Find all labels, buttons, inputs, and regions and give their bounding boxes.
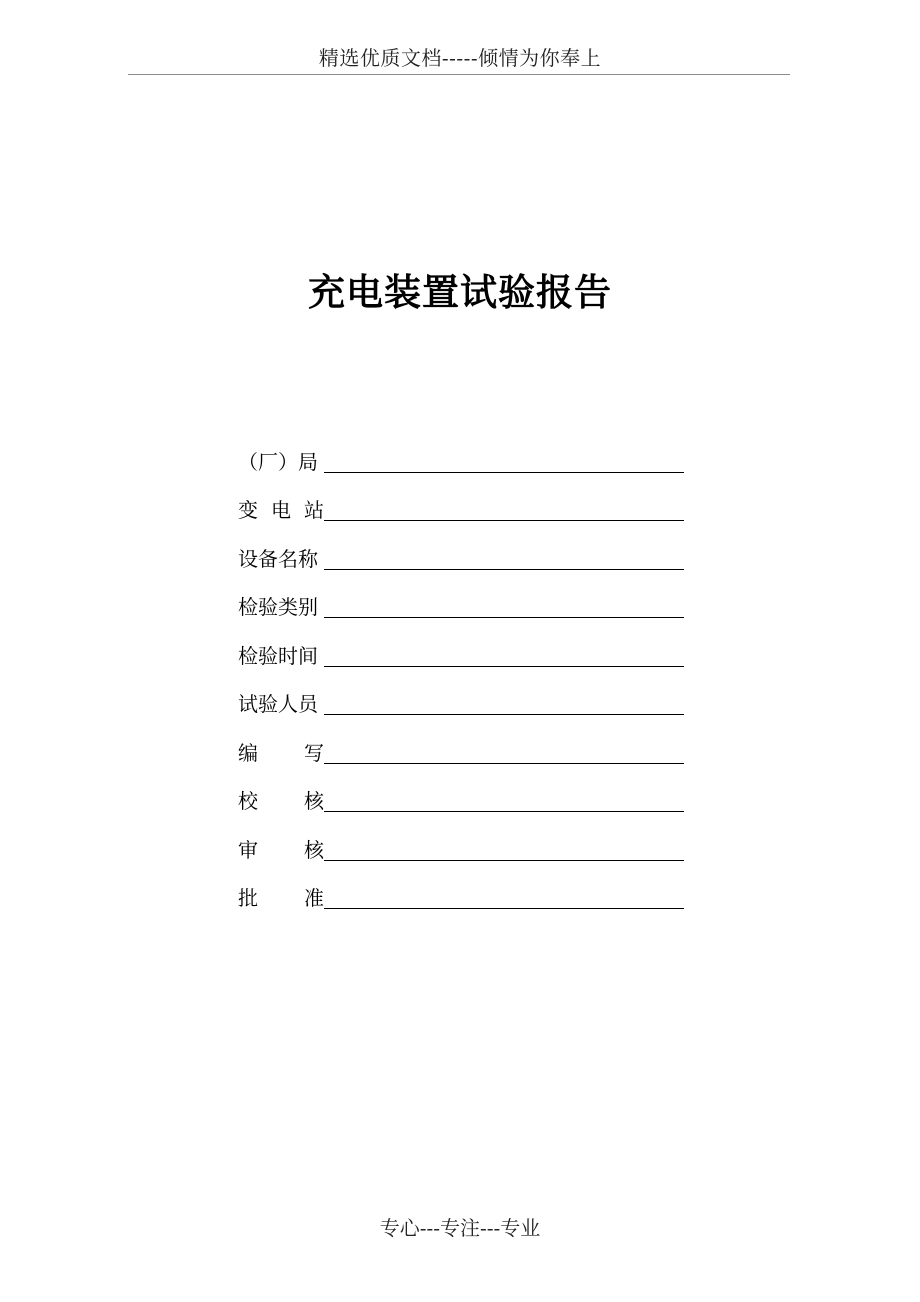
- form-label-checker: [238, 786, 324, 816]
- form-label-part: 核: [304, 837, 324, 862]
- form-label-testers: 试验人员: [238, 692, 318, 716]
- form-row-substation: [238, 477, 684, 526]
- form-label-part: 编: [238, 740, 258, 765]
- form-line-checker[interactable]: [324, 811, 684, 812]
- form-label-substation: [238, 495, 324, 525]
- form-label-device-name: 设备名称: [238, 546, 318, 571]
- form-label-approver: [238, 883, 324, 913]
- form-label-test-time: 检验时间: [238, 643, 318, 668]
- form-line-test-time[interactable]: [324, 666, 684, 667]
- page-footer: 专心---专注---专业: [379, 1216, 541, 1240]
- form-line-substation[interactable]: [324, 520, 684, 521]
- form-row-approver: [238, 865, 684, 914]
- form-line-testers[interactable]: [324, 714, 684, 715]
- form-row-test-time: [238, 622, 684, 671]
- page-header: 精选优质文档-----倾情为你奉上: [318, 46, 602, 70]
- form-label-part: 变: [238, 498, 258, 522]
- form-row-device-name: [238, 525, 684, 574]
- form-row-test-type: [238, 574, 684, 623]
- form-row-bureau: [238, 428, 684, 477]
- form-row-testers: [238, 671, 684, 720]
- form-row-checker: [238, 768, 684, 817]
- form-line-test-type[interactable]: [324, 617, 684, 618]
- form-label-part: 审: [238, 837, 258, 862]
- form-label-part: 核: [304, 789, 324, 813]
- form-row-reviewer: [238, 816, 684, 865]
- form-line-author[interactable]: [324, 763, 684, 764]
- form-label-part: 站: [304, 498, 324, 522]
- form-line-approver[interactable]: [324, 908, 684, 909]
- form-label-reviewer: [238, 835, 324, 865]
- form-line-device-name[interactable]: [324, 569, 684, 570]
- form-line-reviewer[interactable]: [324, 860, 684, 861]
- header-divider: [128, 74, 790, 75]
- form-label-part: 电: [271, 498, 291, 522]
- form-label-part: 写: [304, 740, 324, 765]
- cover-form: [238, 428, 684, 913]
- form-label-part: 校: [238, 789, 258, 813]
- form-label-part: 准: [304, 886, 324, 910]
- form-row-author: [238, 719, 684, 768]
- document-title: 充电装置试验报告: [308, 270, 612, 314]
- form-label-part: 批: [238, 886, 258, 910]
- form-label-author: [238, 738, 324, 768]
- form-label-bureau: （厂）局: [238, 449, 318, 474]
- form-line-bureau[interactable]: [324, 472, 684, 473]
- form-label-test-type: 检验类别: [238, 595, 318, 619]
